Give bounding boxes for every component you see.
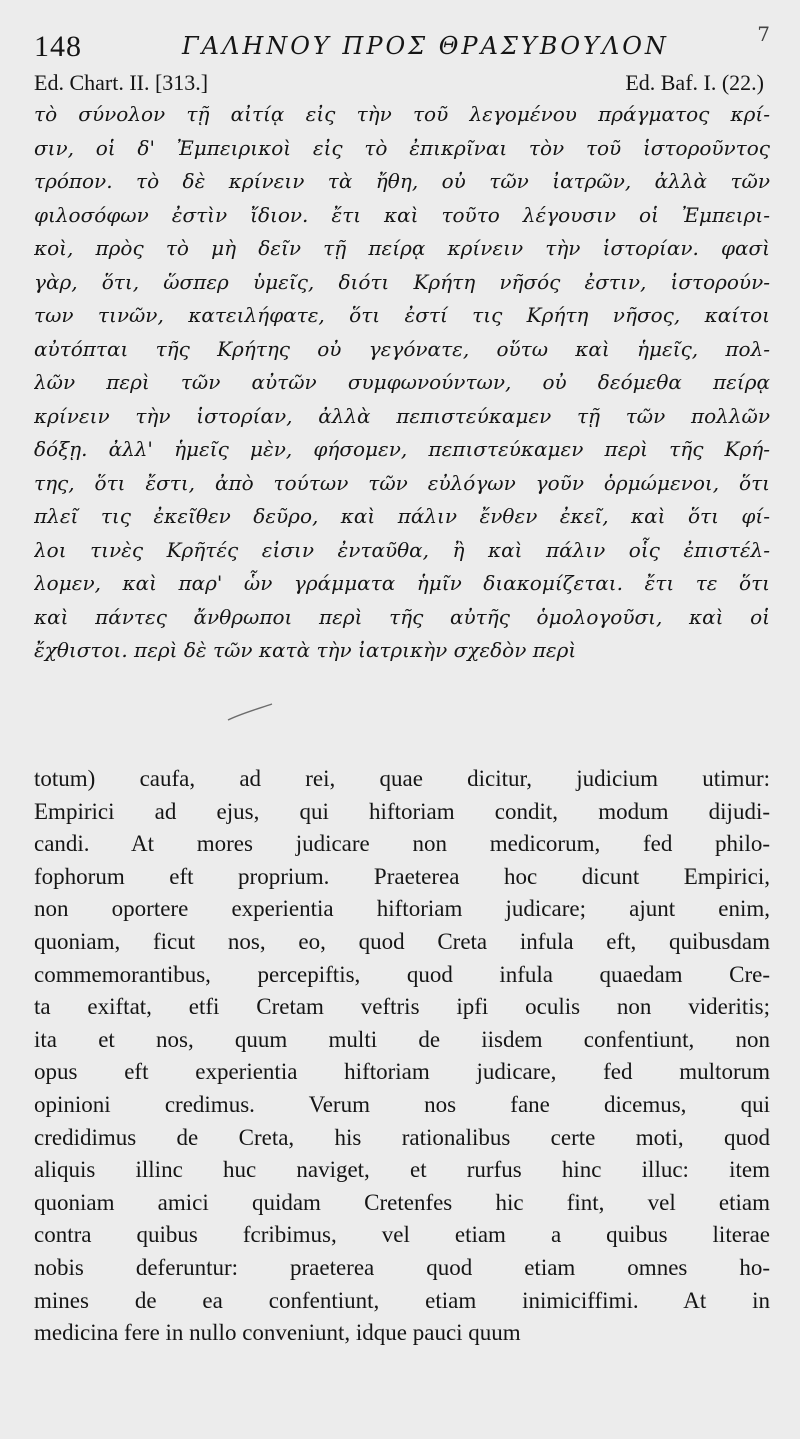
greek-text-line: κρίνειν τὴν ἱστορίαν, ἀλλὰ πεπιστεύκαμεν τῇ τῶν πολλῶν: [34, 403, 770, 428]
greek-text-line: τρόπον. τὸ δὲ κρίνειν τὰ ἤθη, οὐ τῶν ἰατρῶν, ἀλλὰ τῶν: [34, 169, 770, 193]
greek-text-line: της, ὅτι ἔστι, ἀπὸ τούτων τῶν εὐλόγων γοῦν ὁρμώμενοι, ὅτι: [34, 470, 770, 495]
page-number: 148: [34, 30, 82, 63]
latin-text-line: medicina fere in nullo conveniunt, idque pauci quum: [34, 1320, 521, 1346]
margin-mark: 7: [757, 22, 770, 46]
edition-references: [34, 70, 764, 100]
latin-text-line: credidimus de Creta, his rationalibus certe moti, quod: [34, 1124, 770, 1150]
latin-text-line: nobis deferuntur: praeterea quod etiam omnes ho-: [34, 1254, 770, 1280]
latin-text-line: aliquis illinc huc naviget, et rurfus hinc illuc: item: [34, 1157, 770, 1183]
greek-text-line: των τινῶν, κατειλήφατε, ὅτι ἐστί τις Κρήτη νῆσος, καίτοι: [34, 303, 770, 327]
greek-text-line: λῶν περὶ τῶν αὐτῶν συμφωνούντων, οὐ δεόμεθα πείρᾳ: [34, 370, 770, 394]
greek-text-line: τὸ σύνολον τῇ αἰτίᾳ εἰς τὴν τοῦ λεγομένου πράγματος κρί-: [34, 102, 770, 126]
latin-text-line: commemorantibus, percepiftis, quod infula quaedam Cre-: [34, 961, 770, 987]
latin-text-line: quoniam amici quidam Cretenfes hic fint, vel etiam: [34, 1189, 770, 1215]
latin-text-line: quoniam, ficut nos, eo, quod Creta infula eft, quibusdam: [34, 928, 770, 954]
latin-text-line: contra quibus fcribimus, vel etiam a quibus literae: [34, 1222, 770, 1248]
greek-text-line: δόξῃ. ἀλλ' ἡμεῖς μὲν, φήσομεν, πεπιστεύκαμεν περὶ τῆς Κρή-: [34, 437, 770, 461]
page-header: [34, 22, 770, 62]
greek-text-line: φιλοσόφων ἐστὶν ἴδιον. ἔτι καὶ τοῦτο λέγουσιν οἱ Ἐμπειρι-: [34, 202, 770, 227]
latin-text-line: Empirici ad ejus, qui hiftoriam condit, modum dijudi-: [34, 798, 770, 824]
latin-text-line: opinioni credimus. Verum nos fane dicemus, qui: [34, 1091, 770, 1117]
greek-text-line: πλεῖ τις ἐκεῖθεν δεῦρο, καὶ πάλιν ἔνθεν ἐκεῖ, καὶ ὅτι φί-: [34, 504, 770, 528]
latin-text-line: fophorum eft proprium. Praeterea hoc dicunt Empirici,: [34, 863, 770, 889]
latin-text-line: mines de ea confentiunt, etiam inimiciffimi. At in: [34, 1287, 770, 1313]
latin-text-line: totum) caufa, ad rei, quae dicitur, judicium utimur:: [34, 766, 770, 791]
latin-text-block: [34, 763, 770, 1350]
running-title: ΓΑΛΗΝΟΥ ΠΡΟΣ ΘΡΑΣΥΒΟΥΛΟΝ: [182, 32, 669, 60]
latin-text-line: ita et nos, quum multi de iisdem confentiunt, non: [34, 1026, 770, 1052]
greek-text-line: λοι τινὲς Κρῆτές εἰσιν ἐνταῦθα, ἢ καὶ πάλιν οἷς ἐπιστέλ-: [34, 537, 770, 562]
edition-basel-reference: Ed. Baf. I. (22.): [625, 70, 764, 95]
greek-text-line: αὐτόπται τῆς Κρήτης οὐ γεγόνατε, οὕτω καὶ ἡμεῖς, πολ-: [34, 336, 770, 361]
greek-text-line: καὶ πάντες ἄνθρωποι περὶ τῆς αὐτῆς ὁμολογοῦσι, καὶ οἱ: [34, 604, 770, 629]
latin-text-line: non oportere experientia hiftoriam judicare; ajunt enim,: [34, 896, 770, 922]
greek-text-line: κοὶ, πρὸς τὸ μὴ δεῖν τῇ πείρᾳ κρίνειν τὴν ἱστορίαν. φασὶ: [34, 236, 770, 260]
greek-text-block: [34, 98, 770, 668]
pen-stroke-mark: [226, 700, 274, 724]
latin-text-line: ta exiftat, etfi Cretam veftris ipfi oculis non videritis;: [34, 994, 770, 1020]
greek-text-line: γὰρ, ὅτι, ὥσπερ ὑμεῖς, διότι Κρήτη νῆσός ἐστιν, ἱστορούν-: [34, 269, 770, 294]
greek-text-line: σιν, οἱ δ' Ἐμπειρικοὶ εἰς τὸ ἐπικρῖναι τὸν τοῦ ἱστοροῦντος: [34, 135, 770, 160]
latin-text-line: opus eft experientia hiftoriam judicare, fed multorum: [34, 1059, 770, 1085]
latin-text-line: candi. At mores judicare non medicorum, fed philo-: [34, 831, 770, 857]
greek-text-line: ἔχθιστοι. περὶ δὲ τῶν κατὰ τὴν ἰατρικὴν σχεδὸν περὶ: [34, 638, 577, 662]
edition-chartier-reference: Ed. Chart. II. [313.]: [34, 70, 209, 95]
greek-text-line: λομεν, καὶ παρ' ὧν γράμματα ἡμῖν διακομίζεται. ἔτι τε ὅτι: [34, 571, 770, 595]
